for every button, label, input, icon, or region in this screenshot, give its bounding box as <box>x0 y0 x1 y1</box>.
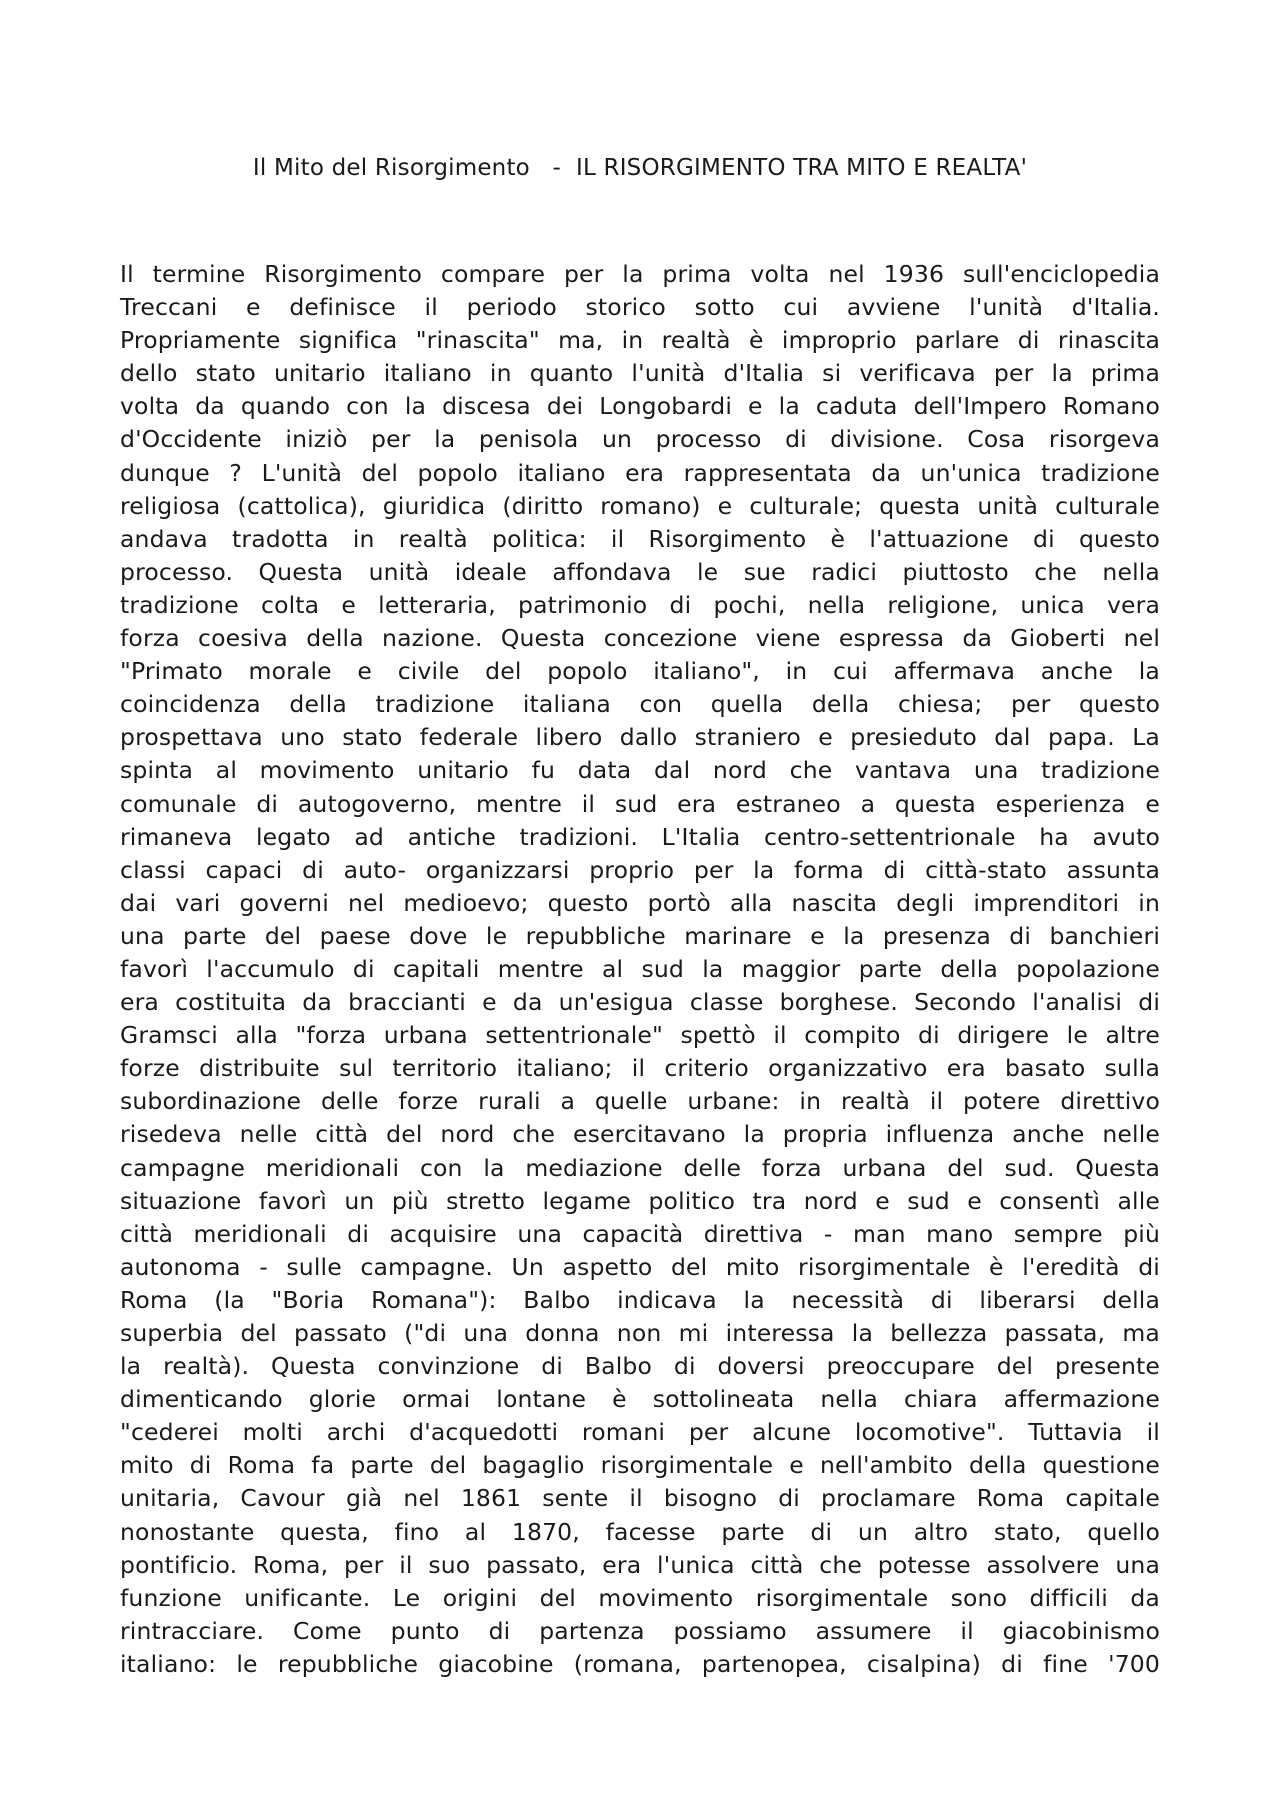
paragraph-line: situazione favorì un più stretto legame politico tra nord e sud e consentì alle <box>120 1186 1160 1215</box>
paragraph-line: "Primato morale e civile del popolo italiano", in cui affermava anche la <box>120 657 1160 686</box>
paragraph-line: superbia del passato ("di una donna non mi interessa la bellezza passata, ma <box>120 1319 1160 1347</box>
paragraph-line: coincidenza della tradizione italiana con quella della chiesa; per questo <box>120 690 1160 719</box>
paragraph-line: una parte del paese dove le repubbliche marinare e la presenza di banchieri <box>120 921 1160 950</box>
paragraph-line: nonostante questa, fino al 1870, facesse parte di un altro stato, quello <box>120 1517 1160 1546</box>
paragraph-line: dai vari governi nel medioevo; questo portò alla nascita degli imprenditori in <box>120 888 1160 917</box>
paragraph-line: città meridionali di acquisire una capacità direttiva - man mano sempre più <box>120 1219 1160 1248</box>
paragraph-line: volta da quando con la discesa dei Longobardi e la caduta dell'Impero Romano <box>120 392 1160 421</box>
paragraph-line: Roma (la "Boria Romana"): Balbo indicava la necessità di liberarsi della <box>120 1285 1160 1314</box>
paragraph-line: andava tradotta in realtà politica: il Risorgimento è l'attuazione di questo <box>120 524 1160 553</box>
paragraph-line: tradizione colta e letteraria, patrimonio di pochi, nella religione, unica vera <box>120 590 1160 619</box>
paragraph-line: Propriamente significa "rinascita" ma, in realtà è improprio parlare di rinascita <box>120 326 1160 355</box>
paragraph-line: prospettava uno stato federale libero dallo straniero e presieduto dal papa. La <box>120 723 1160 752</box>
paragraph-line: religiosa (cattolica), giuridica (diritto romano) e culturale; questa unità culturale <box>120 491 1160 520</box>
paragraph-line: era costituita da braccianti e da un'esigua classe borghese. Secondo l'analisi di <box>120 988 1160 1017</box>
paragraph-line: unitaria, Cavour già nel 1861 sente il bisogno di proclamare Roma capitale <box>120 1484 1160 1513</box>
paragraph-line: forze distribuite sul territorio italiano; il criterio organizzativo era basato sulla <box>120 1054 1160 1083</box>
paragraph-line: mito di Roma fa parte del bagaglio risorgimentale e nell'ambito della questione <box>120 1451 1160 1480</box>
paragraph-line: "cederei molti archi d'acquedotti romani per alcune locomotive". Tuttavia il <box>120 1418 1160 1447</box>
paragraph-line: Gramsci alla "forza urbana settentrionale" spettò il compito di dirigere le altre <box>120 1021 1160 1050</box>
page-title: Il Mito del Risorgimento - IL RISORGIMENTO TRA MITO E REALTA' <box>252 155 1028 181</box>
paragraph-line: favorì l'accumulo di capitali mentre al sud la maggior parte della popolazione <box>120 954 1160 983</box>
paragraph-line: dello stato unitario italiano in quanto l'unità d'Italia si verificava per la prima <box>120 359 1160 388</box>
paragraph-line: classi capaci di auto- organizzarsi proprio per la forma di città-stato assunta <box>120 855 1160 884</box>
paragraph-line: Il termine Risorgimento compare per la prima volta nel 1936 sull'enciclopedia <box>120 260 1160 288</box>
paragraph-line: italiano: le repubbliche giacobine (romana, partenopea, cisalpina) di fine '700 <box>120 1649 1160 1678</box>
paragraph-line: dunque ? L'unità del popolo italiano era rappresentata da un'unica tradizione <box>120 458 1160 487</box>
paragraph-line: campagne meridionali con la mediazione delle forza urbana del sud. Questa <box>120 1153 1160 1182</box>
paragraph-line: spinta al movimento unitario fu data dal nord che vantava una tradizione <box>120 756 1160 785</box>
paragraph-line: la realtà). Questa convinzione di Balbo di doversi preoccupare del presente <box>120 1352 1160 1381</box>
paragraph-line: rintracciare. Come punto di partenza possiamo assumere il giacobinismo <box>120 1616 1160 1645</box>
paragraph-line: rimaneva legato ad antiche tradizioni. L'Italia centro-settentrionale ha avuto <box>120 822 1160 851</box>
paragraph-line: subordinazione delle forze rurali a quelle urbane: in realtà il potere direttivo <box>120 1087 1160 1116</box>
paragraph-line: comunale di autogoverno, mentre il sud era estraneo a questa esperienza e <box>120 789 1160 818</box>
paragraph-line: processo. Questa unità ideale affondava le sue radici piuttosto che nella <box>120 557 1160 586</box>
body-paragraph <box>120 258 1160 1681</box>
paragraph-line: pontificio. Roma, per il suo passato, era l'unica città che potesse assolvere una <box>120 1550 1160 1579</box>
paragraph-line: d'Occidente iniziò per la penisola un processo di divisione. Cosa risorgeva <box>120 425 1160 454</box>
paragraph-line: risedeva nelle città del nord che esercitavano la propria influenza anche nelle <box>120 1120 1160 1149</box>
paragraph-line: funzione unificante. Le origini del movimento risorgimentale sono difficili da <box>120 1583 1160 1612</box>
paragraph-line: dimenticando glorie ormai lontane è sottolineata nella chiara affermazione <box>120 1385 1160 1414</box>
paragraph-line: autonoma - sulle campagne. Un aspetto del mito risorgimentale è l'eredità di <box>120 1252 1160 1281</box>
paragraph-line: forza coesiva della nazione. Questa concezione viene espressa da Gioberti nel <box>120 624 1160 653</box>
paragraph-line: Treccani e definisce il periodo storico sotto cui avviene l'unità d'Italia. <box>120 293 1160 322</box>
